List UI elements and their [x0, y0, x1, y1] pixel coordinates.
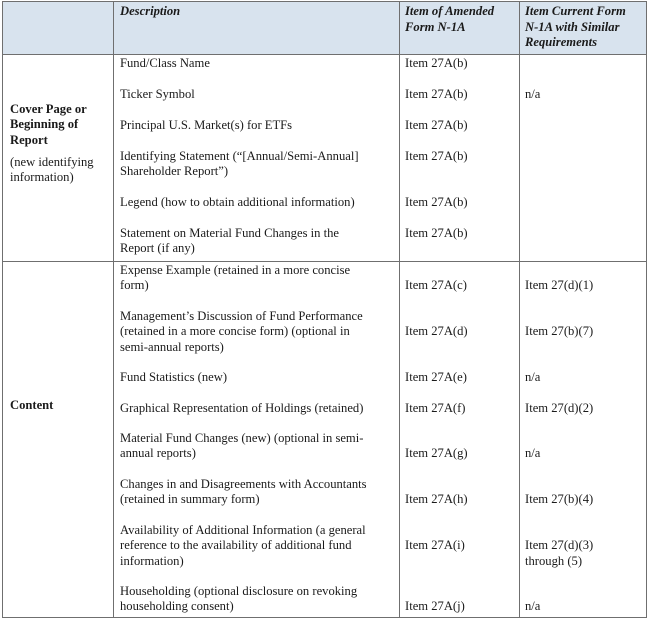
row-amended-item: Item 27A(d) — [405, 324, 468, 339]
text-line: n/a — [525, 599, 541, 614]
text-line: n/a — [525, 370, 541, 384]
text-line: Report — [10, 132, 48, 147]
header-description: Description — [120, 4, 181, 18]
text-line: reference to the availability of additional fund — [120, 538, 352, 553]
section-rule — [2, 261, 647, 262]
row-description — [120, 431, 363, 462]
text-line: Changes in and Disagreements with Accountants — [120, 477, 367, 491]
text-line: householding consent) — [120, 599, 234, 614]
row-current-item — [525, 492, 593, 507]
row-description — [120, 195, 355, 210]
row-amended-item: Item 27A(i) — [405, 538, 465, 553]
row-description — [120, 56, 210, 71]
section-note — [10, 155, 94, 186]
text-line: Management’s Discussion of Fund Performance — [120, 309, 363, 323]
text-line: through (5) — [525, 553, 583, 568]
text-line: Content — [10, 398, 54, 412]
text-line: Item 27(d)(3) — [525, 538, 594, 553]
text-line: Expense Example (retained in a more concise — [120, 263, 351, 277]
text-line: Graphical Representation of Holdings (retained) — [120, 401, 364, 415]
text-line: Beginning of — [10, 117, 79, 132]
text-line: n/a — [525, 446, 541, 461]
row-amended-item: Item 27A(b) — [405, 56, 468, 70]
row-current-item — [525, 401, 593, 416]
row-description — [120, 309, 363, 355]
column-rule-2 — [399, 1, 400, 618]
text-line: Cover Page or — [10, 102, 87, 116]
row-current-item — [525, 599, 540, 614]
text-line: annual reports) — [120, 446, 196, 461]
row-current-item — [525, 538, 593, 569]
column-rule-3 — [519, 1, 520, 618]
row-description — [120, 584, 357, 615]
header-current-item — [525, 4, 626, 51]
row-amended-item: Item 27A(c) — [405, 278, 467, 293]
row-description — [120, 263, 350, 294]
text-line: (new identifying — [10, 155, 94, 169]
text-line: Item of Amended — [405, 4, 495, 18]
text-line: Material Fund Changes (new) (optional in semi- — [120, 431, 364, 445]
text-line: Form N-1A — [405, 19, 466, 34]
text-line: Item 27(b)(7) — [525, 324, 594, 339]
text-line: (retained in a more concise form) (optional in — [120, 324, 350, 339]
row-amended-item: Item 27A(b) — [405, 118, 468, 132]
row-description — [120, 118, 292, 133]
row-amended-item: Item 27A(g) — [405, 446, 468, 461]
row-amended-item: Item 27A(b) — [405, 195, 468, 209]
row-description — [120, 370, 227, 385]
column-rule-1 — [113, 1, 114, 618]
header-amended-item — [405, 4, 494, 35]
text-line: Identifying Statement (“[Annual/Semi-Annual] — [120, 149, 359, 163]
row-amended-item: Item 27A(h) — [405, 492, 468, 507]
header-rule — [2, 54, 647, 55]
text-line: semi-annual reports) — [120, 339, 224, 354]
text-line: Item Current Form — [525, 4, 626, 18]
text-line: Item 27(b)(4) — [525, 492, 594, 507]
row-description — [120, 87, 195, 102]
text-line: Item 27(d)(1) — [525, 278, 594, 293]
text-line: Householding (optional disclosure on revoking — [120, 584, 358, 598]
row-current-item — [525, 370, 540, 385]
text-line: information) — [120, 553, 184, 568]
row-description — [120, 477, 367, 508]
row-amended-item: Item 27A(b) — [405, 226, 468, 240]
row-description — [120, 401, 363, 416]
text-line: form) — [120, 278, 149, 293]
text-line: Requirements — [525, 35, 598, 50]
row-description — [120, 149, 359, 180]
text-line: Availability of Additional Information (a general — [120, 523, 366, 537]
text-line: Fund Statistics (new) — [120, 370, 228, 384]
row-description — [120, 523, 366, 569]
row-description — [120, 226, 339, 257]
text-line: Statement on Material Fund Changes in the — [120, 226, 339, 240]
text-line: (retained in summary form) — [120, 492, 260, 507]
row-amended-item: Item 27A(f) — [405, 401, 466, 415]
row-current-item — [525, 324, 593, 339]
text-line: Item 27(d)(2) — [525, 401, 594, 415]
text-line: information) — [10, 170, 74, 185]
text-line: Fund/Class Name — [120, 56, 210, 70]
text-line: n/a — [525, 87, 541, 101]
text-line: N-1A with Similar — [525, 19, 620, 34]
row-amended-item: Item 27A(b) — [405, 149, 468, 163]
row-current-item — [525, 278, 593, 293]
text-line: Principal U.S. Market(s) for ETFs — [120, 118, 293, 132]
row-amended-item: Item 27A(j) — [405, 599, 465, 614]
text-line: Report (if any) — [120, 241, 195, 256]
text-line: Shareholder Report”) — [120, 164, 229, 179]
section-title — [10, 102, 87, 148]
row-current-item — [525, 446, 540, 461]
row-current-item — [525, 87, 540, 102]
text-line: Ticker Symbol — [120, 87, 195, 101]
row-amended-item: Item 27A(e) — [405, 370, 467, 384]
row-amended-item: Item 27A(b) — [405, 87, 468, 101]
text-line: Legend (how to obtain additional information) — [120, 195, 355, 209]
section-title — [10, 398, 53, 413]
